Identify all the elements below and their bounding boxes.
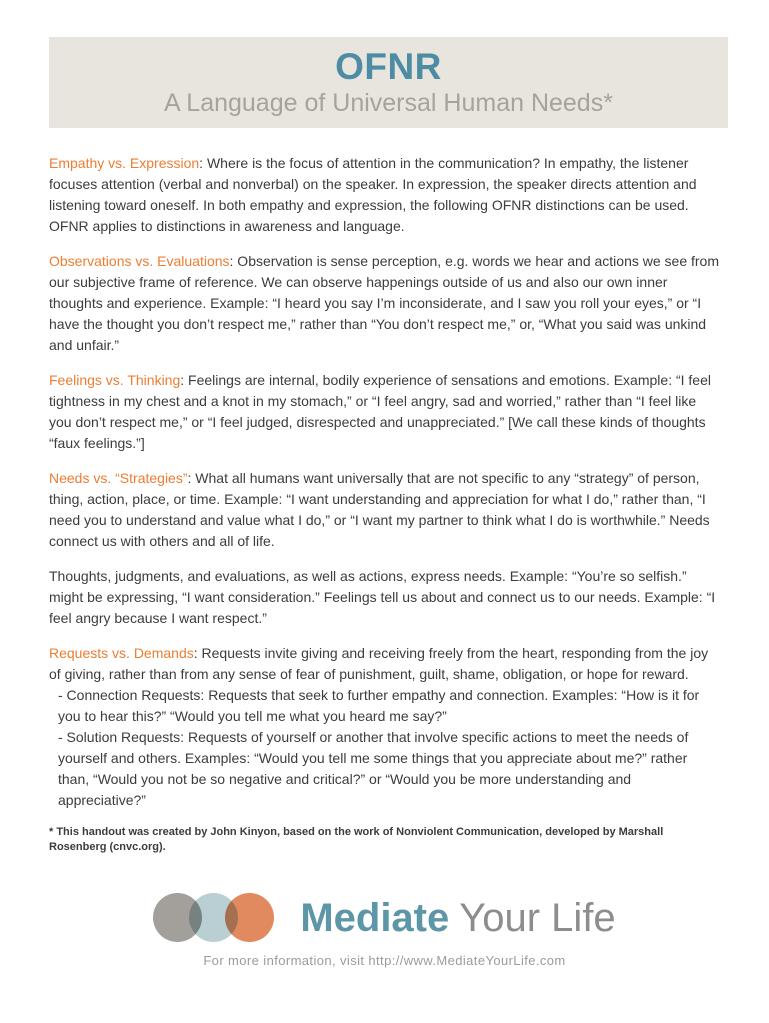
section-text: : Feelings are internal, bodily experience of sensations and emotions. Example: “I feel tightness in my chest and a knot in my stomach,” or “I feel angry, sad and worried,” rather than “I feel like you don’t respect me,” or “I feel judged, disrespected and unappreciated.” [We call these kinds of thoughts “faux feelings.”] <box>49 372 711 451</box>
section-text: : Where is the focus of attention in the communication? In empathy, the listener focuses attention (verbal and nonverbal) on the speaker. In expression, the speaker directs attention and listening toward oneself. In both empathy and expression, the following OFNR distinctions can be used. OFNR applies to distinctions in awareness and language. <box>49 155 697 234</box>
document-body <box>49 153 722 855</box>
brand-name-mediate: Mediate <box>300 895 450 940</box>
section-observations-vs-evaluations <box>49 251 722 356</box>
section-text: : Observation is sense perception, e.g. words we hear and actions we see from our subjective frame of reference. We can observe happenings outside of us and also our own inner thoughts and experience. Example: “I heard you say I’m inconsiderate, and I saw you roll your eyes,” or “I have the thought you don’t respect me,” rather than “You don’t respect me,” or, “What you said was unkind and unfair.” <box>49 253 720 353</box>
section-heading: Observations vs. Evaluations <box>49 253 230 269</box>
section-heading: Feelings vs. Thinking <box>49 372 181 388</box>
brand-wordmark <box>300 895 616 940</box>
section-heading: Empathy vs. Expression <box>49 155 200 171</box>
section-heading: Needs vs. “Strategies” <box>49 470 188 486</box>
section-needs-vs-strategies <box>49 468 722 552</box>
header-banner <box>49 37 728 128</box>
section-text: Thoughts, judgments, and evaluations, as well as actions, express needs. Example: “You’re so selfish.” might be expressing, “I want consideration.” Feelings tell us about and connect us to our needs. Example: “I feel angry because I want respect.” <box>49 568 716 626</box>
page-subtitle: A Language of Universal Human Needs* <box>164 88 613 117</box>
brand-logo <box>0 893 769 942</box>
solution-requests-bullet: - Solution Requests: Requests of yourself or another that involve specific actions to meet the needs of yourself and others. Examples: “Would you tell me some things that you appreciate about me?” rather than, “Would you not be so negative and critical?” or “Would you be more understanding and appreciative?” <box>58 729 689 808</box>
page-title: OFNR <box>335 45 442 87</box>
orange-circle-icon <box>225 893 274 942</box>
section-thoughts-express-needs <box>49 566 722 629</box>
footer-tagline: For more information, visit http://www.MediateYourLife.com <box>203 953 566 968</box>
section-heading: Requests vs. Demands <box>49 645 194 661</box>
logo-circles-icon <box>153 893 274 942</box>
section-text: : Requests invite giving and receiving freely from the heart, responding from the joy of giving, rather than from any sense of fear of punishment, guilt, shame, obligation, or hope for reward. <box>49 645 709 682</box>
brand-name-your-life: Your Life <box>459 895 616 940</box>
section-feelings-vs-thinking <box>49 370 722 454</box>
logo-footer <box>0 893 769 968</box>
section-requests-vs-demands <box>49 643 722 811</box>
section-text: : What all humans want universally that are not specific to any “strategy” of person, thing, action, place, or time. Example: “I want understanding and appreciation for what I do,” rather than, “I need you to understand and value what I do,” or “I want my partner to think what I do is worthwhile.” Needs connect us with others and all of life. <box>49 470 710 549</box>
footnote: * This handout was created by John Kinyon, based on the work of Nonviolent Communication, developed by Marshall Rosenberg (cnvc.org). <box>49 826 664 853</box>
connection-requests-bullet: - Connection Requests: Requests that seek to further empathy and connection. Examples: “How is it for you to hear this?” “Would you tell me what you heard me say?” <box>58 687 700 724</box>
section-empathy-vs-expression <box>49 153 722 237</box>
